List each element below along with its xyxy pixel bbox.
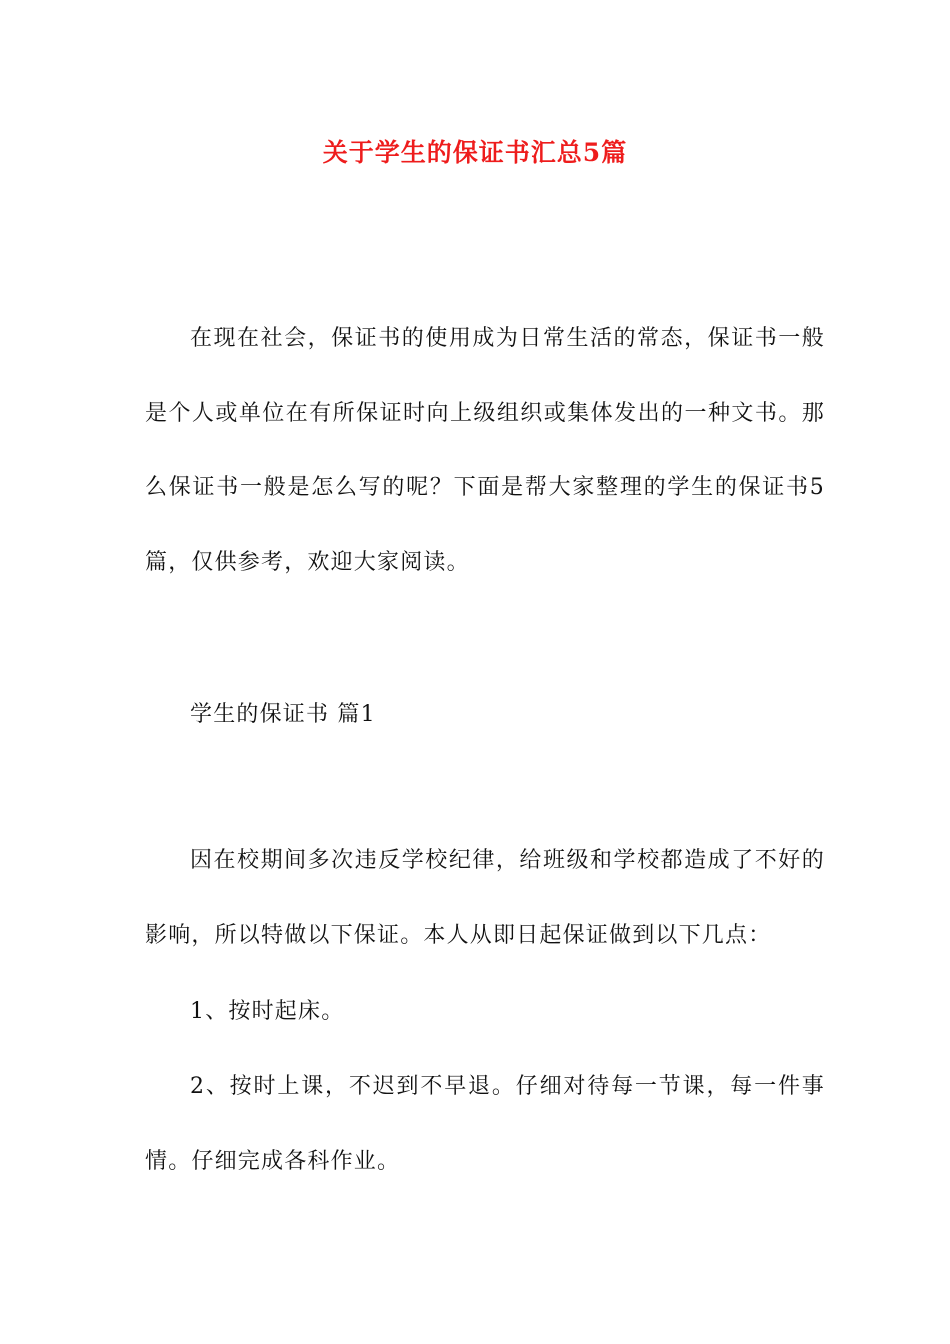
list-item: 1、按时起床。	[190, 999, 345, 1024]
body-paragraph: 因在校期间多次违反学校纪律，给班级和学校都造成了不好的影响，所以特做以下保证。本人从即日起保证做到以下几点：	[145, 848, 825, 948]
section-heading: 学生的保证书 篇1	[190, 702, 376, 727]
intro-paragraph: 在现在社会，保证书的使用成为日常生活的常态，保证书一般是个人或单位在有所保证时向上级组织或集体发出的一种文书。那么保证书一般是怎么写的呢？下面是帮大家整理的学生的保证书5篇，仅供参考，欢迎大家阅读。	[145, 326, 825, 575]
document-title: 关于学生的保证书汇总5篇	[322, 138, 628, 167]
list-item: 2、按时上课，不迟到不早退。仔细对待每一节课，每一件事情。仔细完成各科作业。	[145, 1074, 825, 1174]
